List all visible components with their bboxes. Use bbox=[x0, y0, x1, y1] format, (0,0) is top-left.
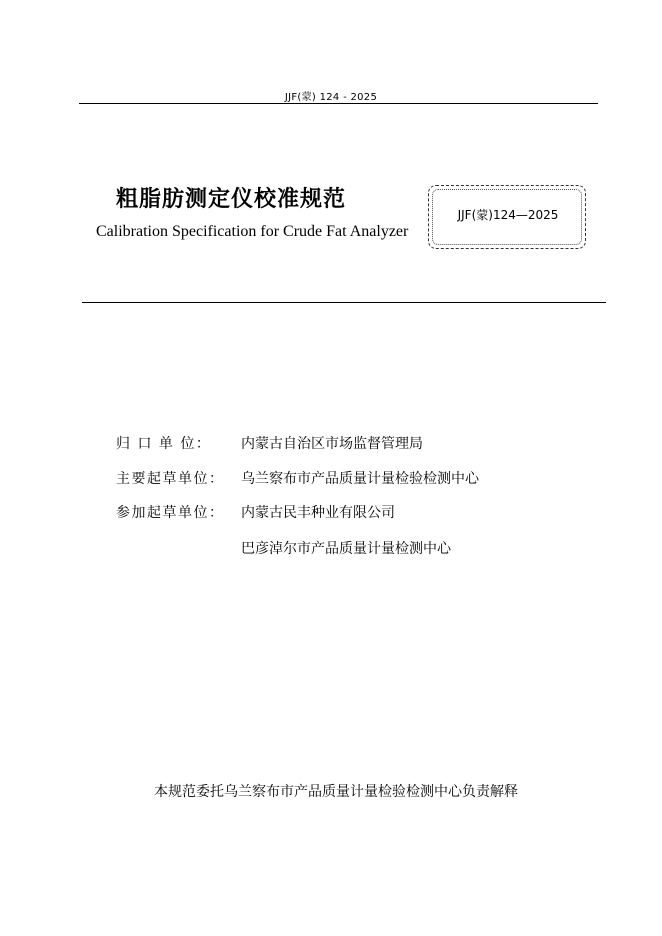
participants-label: 参加起草单位： bbox=[116, 505, 225, 521]
header-rule bbox=[79, 103, 598, 104]
interpretation-note: 本规范委托乌兰察布市产品质量计量检验检测中心负责解释 bbox=[154, 784, 518, 800]
participants-row-2 bbox=[116, 538, 451, 558]
main-drafter-label: 主要起草单位： bbox=[116, 471, 225, 487]
title-divider bbox=[82, 302, 606, 303]
authority-value: 内蒙古自治区市场监督管理局 bbox=[241, 436, 423, 452]
main-drafter-row bbox=[116, 468, 479, 488]
title-english: Calibration Specification for Crude Fat Analyzer bbox=[96, 223, 409, 240]
participant-2: 巴彦淖尔市产品质量计量检测中心 bbox=[241, 541, 451, 557]
authority-label: 归 口 单 位： bbox=[116, 436, 212, 452]
main-drafter-value: 乌兰察布市产品质量计量检验检测中心 bbox=[241, 471, 479, 487]
title-chinese: 粗脂肪测定仪校准规范 bbox=[116, 187, 347, 212]
authority-row bbox=[116, 433, 423, 453]
participants-row bbox=[116, 502, 395, 522]
participant-1: 内蒙古民丰种业有限公司 bbox=[241, 505, 395, 521]
header-code: JJF(蒙) 124 - 2025 bbox=[284, 92, 378, 103]
specification-code: JJF(蒙)124—2025 bbox=[457, 208, 559, 222]
